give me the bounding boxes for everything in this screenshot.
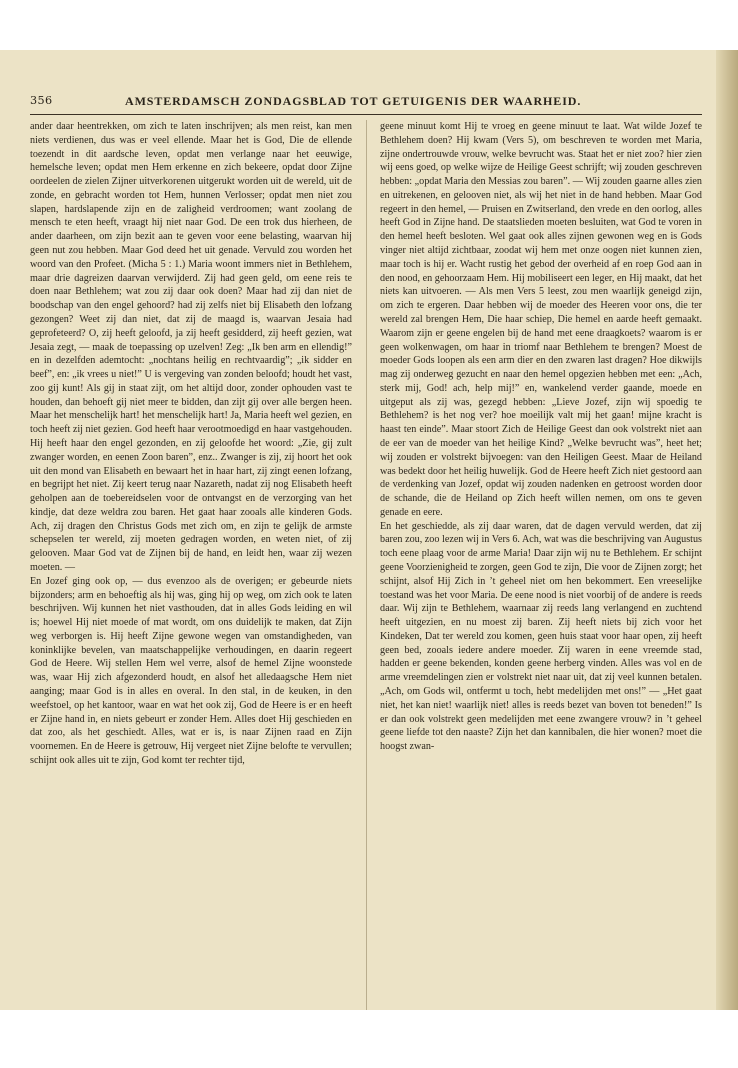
paragraph: En het geschiedde, als zij daar waren, dat de dagen vervuld werden, dat zij baren zou, zoo lezen wij in Vers 6. Ach, wat was die beschrijving van Augustus toch eene plaag voor de arme Maria! Daar zijn wij nu te Bethlehem. Er schijnt geene Voorzienigheid te zorgen, geen God te zijn, Die voor de Zijnen zorgt; het schijnt, alsof Hij Zich in ’t geheel niet om hen bekommert. Een vreeselijke toestand was het voor Maria. De eene nood is niet voorbij of de andere is reeds daar. Wij zijn te Bethlehem, waarnaar zij reeds lang verlangend en zuchtend heeft uitgezien, en nu moest zij baren. Zij heeft niets bij zich voor het Kindeken, Dat ter wereld zou komen, geen huis staat voor haar open, zij heeft geen bed, zooals iedere andere moeder. Zij waren in eene vreemde stad, hadden er geene bekenden, konden geene herberg vinden. Alles was vol en de arme vreemdelingen zien er volstrekt niet naar uit, dat zij veel kunnen betalen. „Ach, om Gods wil, ontfermt u toch, hebt medelijden met ons!” — „Het gaat niet, het kan niet! waarlijk niet! alles is reeds bezet van boven tot beneden!” Is er dan ook volstrekt geen medelijden met eene zwangere vrouw? in ’t geheel geene liefde tot den naaste? Zijn het dan kannibalen, die hier wonen? moet die hoogst zwan- (380, 520, 702, 753)
paragraph: geene minuut komt Hij te vroeg en geene minuut te laat. Wat wilde Jozef te Bethlehem doen? Hij kwam (Vers 5), om beschreven te worden met Maria, zijne ondertrouwde vrouw, welke bevrucht was. Staat het er niet zoo? hier zien wij eens goed, op welke wijze de Heilige Geest schrijft; wij zouden geschreven hebben: „opdat Maria den Messias zou baren”. — Wij zouden gaarne alles zien en uitrekenen, en gelooven niet, als wij het niet in de hand hebben. Maar God regeert in den hemel, — Pruisen en Zwitserland, den vrede en den oorlog, alles heeft God in Zijne hand. De staatslieden moeten besluiten, wat God te voren in den hemel heeft besloten. Wel gaat ook alles zijnen gewonen weg en is Gods vinger niet altijd zichtbaar, zoodat wij hem met onze oogen niet kunnen zien, maar toch is hij er. Wacht rustig het gebod der overheid af en roep God aan in den nood, en gehoorzaam Hem. Hij mobiliseert een leger, en Hij maakt, dat het niets kan uitvoeren. — Als men Vers 5 leest, zou men waarlijk geneigd zijn, om zich te ergeren. Daar hebben wij de moeder des Heeren voor ons, die ter wereld zal brengen Hem, Die haar schiep, Die hemel en aarde heeft gemaakt. Waarom zijn er geene engelen bij de hand met eene draagkoets? waarom is er geen wolkenwagen, om haar in triomf naar Bethlehem te brengen? Moest de moeder Gods loopen als een arm dier en den zwaren last dragen? Hoe dikwijls mag zij onderweg gezucht en naar den hemel opgezien hebben met een: „Ach, sterk mij, God! ach, help mij!” en, wankelend verder gaande, moede en uitgeput als zij was, gezegd hebben: „Lieve Jozef, zijn wij spoedig te Bethlehem? is het nog ver? hoe moeilijk valt mij het gaan! mijne kracht is haast ten einde”. Maar stoort Zich de Heilige Geest dan ook volstrekt niet aan de eer van de moeder van het heilige Kind? „Welke bevrucht was”, heet het; wij zouden er volstrekt bijvoegen: van den Heiligen Geest. Maar de Heiland was bedekt door het heilig huwelijk. God de Heere heeft Zich niet gestoord aan de verdenking van Jozef, opdat wij zouden nadenken en getroost worden door de schande, die de Heiland op Zich heeft willen nemen, om ons te geven genade en eere. (380, 121, 702, 518)
paragraph: En Jozef ging ook op, — dus evenzoo als de overigen; er gebeurde niets bijzonders; arm en behoeftig als hij was, ging hij op weg, om zich ook te laten beschrijven. Wij kunnen het niet vasthouden, dat in alles Gods leiding en wil is; hoewel Hij niet moede of mat wordt, om ons duidelijk te maken, dat Zijn weg verborgen is. Hij heeft Zijne gewone wegen van omstandigheden, van koninklijke bevelen, van maatschappelijke verhoudingen, en daarin regeert God de Heere. Wij stellen Hem wel verre, alsof de hemel Zijne woonstede was, waar Hij zich afgezonderd houdt, en alsof het alledaagsche Hem niet aanging; maar God is in alles en overal. In den stal, in de keuken, in den weefstoel, op het kantoor, waar en wat het ook zij, God de Heere is er en heeft er Zijne hand in, en niets gebeurt er zonder Hem. Alles doet Hij geschieden en dat zoo, als het geschiedt. Alles, wat er is, is naar Zijnen raad en Zijn voornemen. En de Heere is getrouw, Hij vergeet niet Zijne belofte te vervullen; schijnt ook alles uit te zijn, God komt ter rechter tijd, (30, 575, 352, 766)
newspaper-page (0, 50, 738, 1010)
page-number: 356 (30, 94, 53, 107)
left-column (30, 120, 352, 1010)
page-header (30, 94, 702, 112)
header-rule (30, 114, 702, 115)
column-divider (366, 120, 367, 1010)
right-column (380, 120, 702, 1010)
paragraph: ander daar heentrekken, om zich te laten inschrijven; als men reist, kan men niets verdienen, dus was er veel ellende. Maar het is God, Die de ellende toezendt in dit aardsche leven, opdat men verlange naar het eeuwige, hemelsche leven; opdat men Hem erkenne en zich bekeere, opdat door Zijne oordeelen de zielen Zijner uitverkorenen uitgerukt worden uit de wereld, uit de zonde, en gebracht worden tot Hem, hunnen Verlosser; opdat men niet zou slapen, hardslapende zijn en de zaligheid verdroomen; want zoolang de mensch te eten heeft, vraagt hij niet naar God. De een trok dus hierheen, de ander daarheen, om zijn bezit aan te geven voor eene belasting, waarvan hij geen nut zou hebben. Maar God deed het uit genade. Vervuld zou worden het woord van den Profeet. (Micha 5 : 1.) Maria woont immers niet in Bethlehem, maar drie dagreizen daarvan verwijderd. Zij had geen geld, om eene reis te doen naar Bethlehem; wat zou zij daar ook doen? Maar had zij dan niet de boodschap van den engel gehoord? had zij zelfs niet bij Elisabeth den lofzang gezongen? Weet zij dan niet, dat zij de maagd is, waarvan Jesaia had geprofeteerd? O, zij heeft geloofd, ja zij heeft gesidderd, zij heeft gezien, wat Jesaia zegt, — maak de toepassing op uzelven! Zeg: „Ik ben arm en ellendig!” en in dezelfden ademtocht: „nochtans heilig en rechtvaardig”; „ik sidder en beef”, en: „ik vrees u niet!” U is vergeving van zonden beloofd; houdt het vast, zoo gij kunt! Als gij in staat zijt, om het altijd door, zonder ophouden vast te houden, dan behoeft gij niet meer te bidden, dan zijt gij over alle bergen heen. Maar het menschelijk hart! het menschelijk hart! Ja, Maria heeft wel gezien, en toch heeft zij niet gezien. God heeft haar verootmoedigd en haar vastgehouden. Hij heeft haar den engel gezonden, en zij geloofde het woord: „Zie, gij zult zwanger worden, en eenen Zoon baren”, enz.. Zwanger is zij, zij hoort het ook uit den mond van Elisabeth en bewaart het in haar hart, zij zingt eenen lofzang, en begrijpt het niet. Zij keert terug naar Nazareth, nadat zij nog Elisabeth heeft geholpen aan de toebereidselen voor de ontvangst en de verzorging van het kindje, dat deze weldra zou baren. Het gaat haar zooals alle kinderen Gods. Ach, zij dragen den Christus Gods met zich om, en zijn te gelijk de armste schepselen ter wereld, zij moeten gedragen worden, en weten niet, of zij gelooven. Maar God vat de Zijnen bij de hand, en leidt hen, waar zij wezen moeten. — (30, 121, 352, 573)
running-title: AMSTERDAMSCH ZONDAGSBLAD TOT GETUIGENIS DER WAARHEID. (125, 94, 582, 108)
page-edge (716, 50, 738, 1010)
